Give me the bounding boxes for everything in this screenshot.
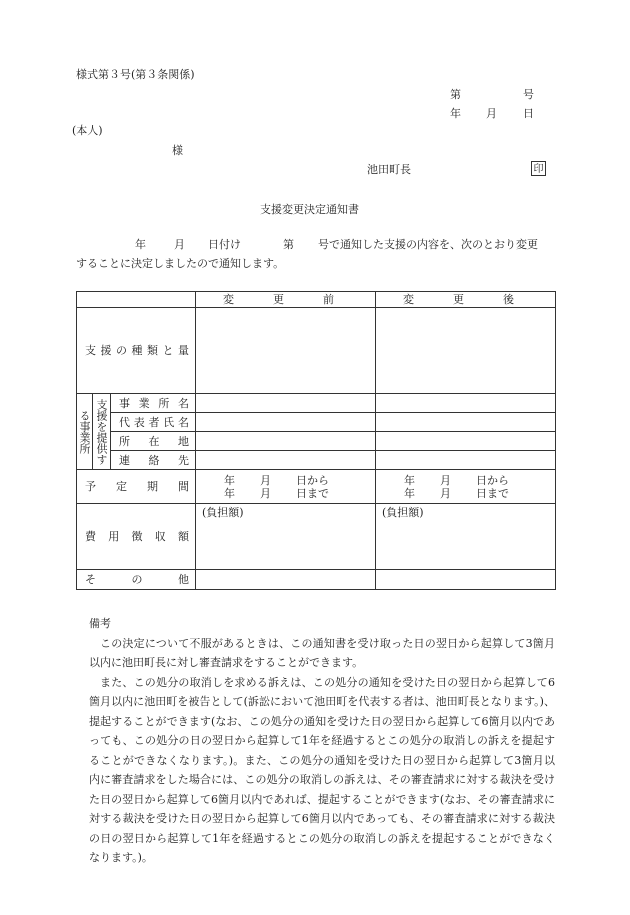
support-type-label: 支援の種類と量 (77, 308, 196, 394)
doc-no-suffix: 号 (523, 88, 534, 101)
other-after (376, 570, 556, 590)
recipient-label: (本人) (72, 124, 103, 137)
period-after: 年 月 日から 年 月 日まで (376, 470, 556, 504)
fee-label: 費用徴収額 (77, 504, 196, 570)
office-name-after (376, 394, 556, 413)
contact-before (196, 451, 376, 470)
seal-box: 印 (531, 161, 546, 176)
document-title: 支援変更決定通知書 (260, 203, 359, 216)
provider-group-outer: る事業所 (77, 394, 93, 470)
representative-after (376, 413, 556, 432)
other-label: その他 (77, 570, 196, 590)
address-before (196, 432, 376, 451)
intro-month: 月 (174, 238, 185, 251)
period-before: 年 月 日から 年 月 日まで (196, 470, 376, 504)
contact-after (376, 451, 556, 470)
provider-group-inner: 支援を提供す (93, 394, 111, 470)
remarks-paragraph-1: この決定について不服があるときは、この通知書を受け取った日の翌日から起算して3箇月以内に池田町長に対し審査請求をすることができます。 (89, 636, 555, 669)
date-month: 月 (486, 107, 497, 120)
recipient-honorific: 様 (172, 144, 183, 157)
representative-before (196, 413, 376, 432)
header-after: 変 更 後 (376, 292, 556, 308)
intro-no: 第 (283, 238, 294, 251)
address-after (376, 432, 556, 451)
date-day: 日 (523, 107, 534, 120)
other-before (196, 570, 376, 590)
form-number: 様式第３号(第３条関係) (76, 68, 195, 81)
header-blank (77, 292, 196, 308)
contact-label: 連絡先 (111, 451, 196, 470)
intro-dated: 日付け (208, 238, 241, 251)
remarks-section (89, 614, 555, 868)
address-label: 所在地 (111, 432, 196, 451)
intro-rest: 号で通知した支援の内容を、次のとおり変更 (318, 238, 538, 251)
fee-after: (負担額) (376, 504, 556, 570)
header-before: 変 更 前 (196, 292, 376, 308)
date-year: 年 (450, 107, 461, 120)
office-name-before (196, 394, 376, 413)
support-type-after (376, 308, 556, 394)
fee-before: (負担額) (196, 504, 376, 570)
change-table (76, 291, 556, 590)
office-name-label: 事業所名 (111, 394, 196, 413)
remarks-heading: 備考 (89, 617, 111, 630)
intro-line2: することに決定しましたので通知します。 (76, 257, 285, 270)
doc-no-prefix: 第 (450, 88, 461, 101)
representative-label: 代表者氏名 (111, 413, 196, 432)
support-type-before (196, 308, 376, 394)
intro-year: 年 (135, 238, 146, 251)
issuer-name: 池田町長 (367, 163, 411, 176)
period-label: 予定期間 (77, 470, 196, 504)
remarks-paragraph-2: また、この処分の取消しを求める訴えは、この処分の通知を受けた日の翌日から起算して6箇月以内に池田町を被告として(訴訟において池田町を代表する者は、池田町長となります。)、提起することができます(なお、この処分の通知を受けた日の翌日から起算して6箇月以内であっても、この処分の日の翌日から起算して1年を経過するとこの処分の取消しの訴えを提起することができなくなります。)。また、この処分の通知を受けた日の翌日から起算して3箇月以内に審査請求をした場合には、この処分の取消しの訴えは、その審査請求に対する裁決を受けた日の翌日から起算して6箇月以内であれば、提起することができます(なお、その審査請求に対する裁決を受けた日の翌日から起算して6箇月以内であっても、その審査請求に対する裁決の日の翌日から起算して1年を経過するとこの処分の取消しの訴えを提起することができなくなります。)。 (89, 675, 555, 864)
